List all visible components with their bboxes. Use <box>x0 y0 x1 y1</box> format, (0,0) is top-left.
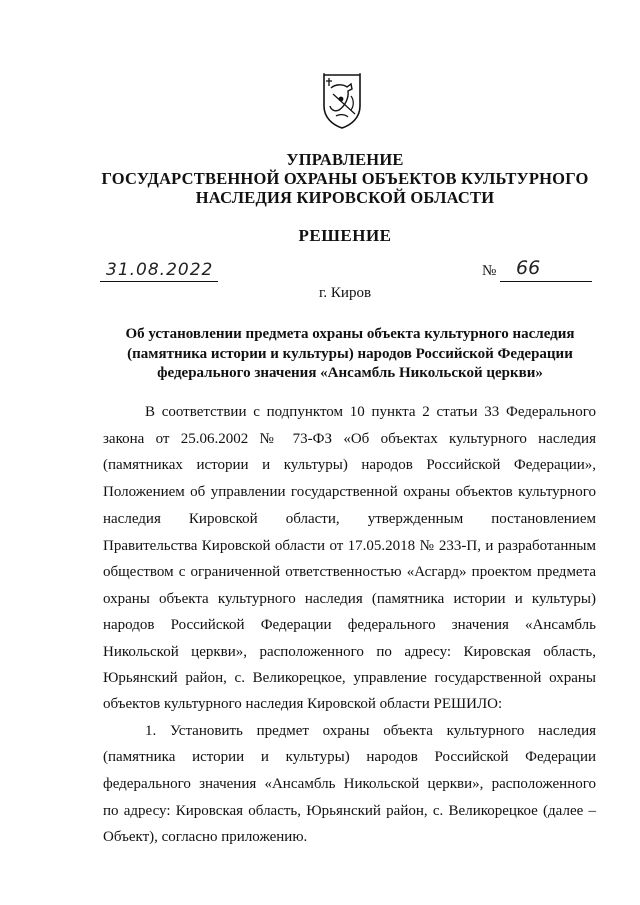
header-line-1: УПРАВЛЕНИЕ <box>286 150 404 169</box>
subject-line-2: (памятника истории и культуры) народов Российской Федерации <box>127 346 573 362</box>
header-line-3: НАСЛЕДИЯ КИРОВСКОЙ ОБЛАСТИ <box>195 188 495 207</box>
city-label: г. Киров <box>318 285 372 301</box>
body-line: 1. Установить предмет охраны объекта культурного наследия <box>145 723 596 739</box>
body-line: (памятника истории и культуры) народов Российской Федерации <box>103 749 596 765</box>
number-underline <box>500 281 592 282</box>
body-line: Никольской церкви», расположенного по адресу: Кировская область, <box>103 644 596 660</box>
number-field <box>500 257 592 284</box>
body-line: закона от 25.06.2002 № 73-ФЗ «Об объектах культурного наследия <box>103 431 596 447</box>
subject-line-3: федерального значения «Ансамбль Никольской церкви» <box>157 365 543 381</box>
body-line: Объект), согласно приложению. <box>103 829 308 845</box>
body-line: Юрьянский район, с. Великорецкое, управление государственной охраны <box>103 670 596 686</box>
body-line: федерального значения «Ансамбль Никольской церкви», расположенного <box>103 776 596 792</box>
header-line-2: ГОСУДАРСТВЕННОЙ ОХРАНЫ ОБЪЕКТОВ КУЛЬТУРНОГО <box>101 169 589 188</box>
document-type-title: РЕШЕНИЕ <box>298 226 392 245</box>
date-handwritten: 31.08.2022 <box>106 260 214 280</box>
body-line: В соответствии с подпунктом 10 пункта 2 статьи 33 Федерального <box>145 404 596 420</box>
body-line: (памятниках истории и культуры) народов Российской Федерации», <box>103 457 596 473</box>
body-line: объектов культурного наследия Кировской области РЕШИЛО: <box>103 696 503 712</box>
subject-line-1: Об установлении предмета охраны объекта культурного наследия <box>125 326 575 342</box>
body-line: Положением об управлении государственной охраны объектов культурного <box>103 484 596 500</box>
body-line: народов Российской Федерации федерального значения «Ансамбль <box>103 617 596 633</box>
coat-of-arms-emblem <box>321 72 363 130</box>
date-underline <box>100 281 218 282</box>
number-sign: № <box>482 263 497 279</box>
body-line: Правительства Кировской области от 17.05.2018 № 233-П, и разработанным <box>103 538 596 554</box>
date-field <box>100 262 220 284</box>
number-handwritten: 66 <box>516 257 541 279</box>
body-line: охраны объекта культурного наследия (памятника истории и культуры) <box>103 591 596 607</box>
body-line: наследия Кировской области, утвержденным постановлением <box>103 511 596 527</box>
body-line: обществом с ограниченной ответственностью «Асгард» проектом предмета <box>103 564 596 580</box>
body-line: по адресу: Кировская область, Юрьянский район, с. Великорецкое (далее – <box>103 803 596 819</box>
